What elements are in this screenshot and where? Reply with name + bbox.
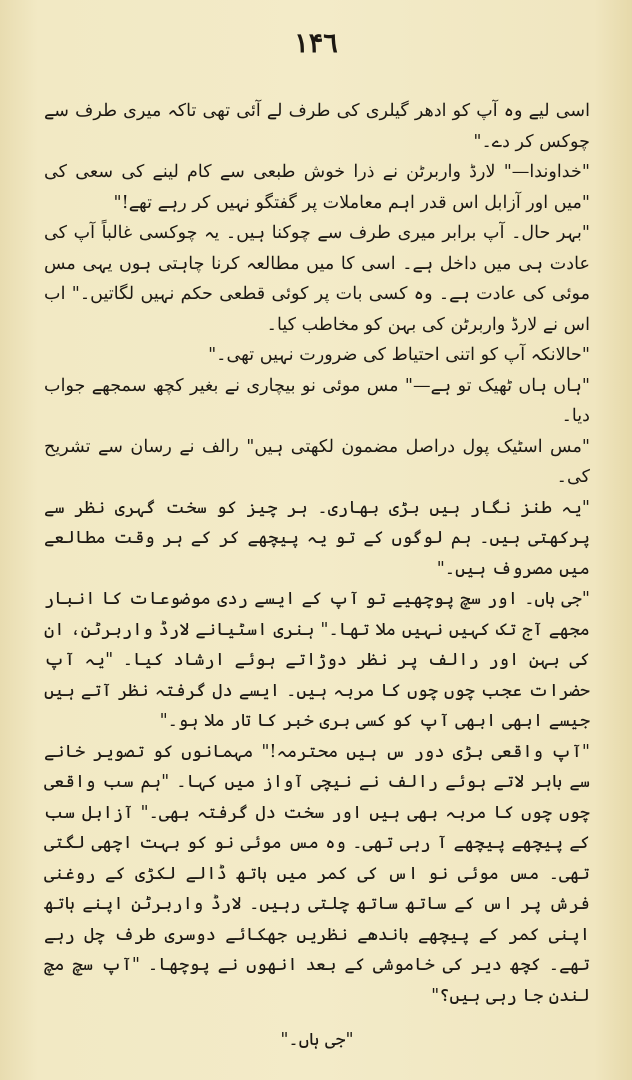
paragraph: اسی لیے وہ آپ کو ادھر گیلری کی طرف لے آئی تھی تاکہ میری طرف سے چوکس کر دے۔" [44,101,590,152]
paragraph: "یہ طنز نگار ہیں بڑی بھاری۔ ہر چیز کو سخت گہری نظر سے پرکھتی ہیں۔ ہم لوگوں کے تو یہ پیچھے کر کے ہر وقت مطالعے میں مصروف ہیں۔" [44,497,590,579]
paragraph: "ہاں ہاں ٹھیک تو ہے—" مس موئی نو بیچاری نے بغیر کچھ سمجھے جواب دیا۔ [44,375,590,426]
paragraph: "آپ واقعی بڑی دور س ہیں محترمہ!" مہمانوں کو تصویر خانے سے باہر لاتے ہوئے رالف نے نیچی آواز میں کہا۔ "ہم سب واقعی چوں چوں کا مربہ بھی ہیں اور سخت دل گرفتہ بھی۔" آزابل سب کے پیچھے پیچھے آ رہی تھی۔ وہ مس موئی نو کو بہت اچھی لگتی تھی۔ مس موئی نو اس کی کمر میں ہاتھ ڈالے لکڑی کے روغنی فرش پر اس کے ساتھ ساتھ چلتی رہیں۔ لارڈ واربرٹن اپنے ہاتھ اپنی کمر کے پیچھے باندھے نظریں جھکائے دوسری طرف چل رہے تھے۔ کچھ دیر کی خاموشی کے بعد انھوں نے پوچھا۔ "آپ سچ مچ لندن جا رہی ہیں؟" [44,741,590,1006]
page-text [44,96,590,1056]
paragraph: "حالانکہ آپ کو اتنی احتیاط کی ضرورت نہیں تھی۔" [208,345,590,365]
paragraph: "خداوندا—" لارڈ واربرٹن نے ذرا خوش طبعی سے کام لینے کی سعی کی "میں اور آزابل اس قدر اہم معاملات پر گفتگو نہیں کر رہے تھے!" [44,162,590,213]
paragraph: "بہر حال۔ آپ برابر میری طرف سے چوکنا ہیں۔ یہ چوکسی غالباً آپ کی عادت ہی میں داخل ہے۔ اسی کا میں مطالعہ کرنا چاہتی ہوں یہی مس موئی کی عادت ہے۔ وہ کسی بات پر کوئی قطعی حکم نہیں لگاتیں۔" اب اس نے لارڈ واربرٹن کی بہن کو مخاطب کیا۔ [44,223,590,335]
paragraph: "مس اسٹیک پول دراصل مضمون لکھتی ہیں" رالف نے رسان سے تشریح کی۔ [44,436,590,487]
paragraph: "جی ہاں۔" [280,1030,354,1050]
paragraph: "جی ہاں۔ اور سچ پوچھیے تو آپ کے ایسے ردی موضوعات کا انبار مجھے آج تک کہیں نہیں ملا تھا۔" ہنری اسٹیانے لارڈ واربرٹن، ان کی بہن اور رالف پر نظر دوڑاتے ہوئے ارشاد کیا۔ "یہ آپ حضرات عجب چوں چوں کا مربہ ہیں۔ ایسے دل گرفتہ نظر آتے ہیں جیسے ابھی ابھی آپ کو کسی بری خبر کا تار ملا ہو۔" [44,589,590,731]
page-number: ۱۴٦ [294,28,338,59]
